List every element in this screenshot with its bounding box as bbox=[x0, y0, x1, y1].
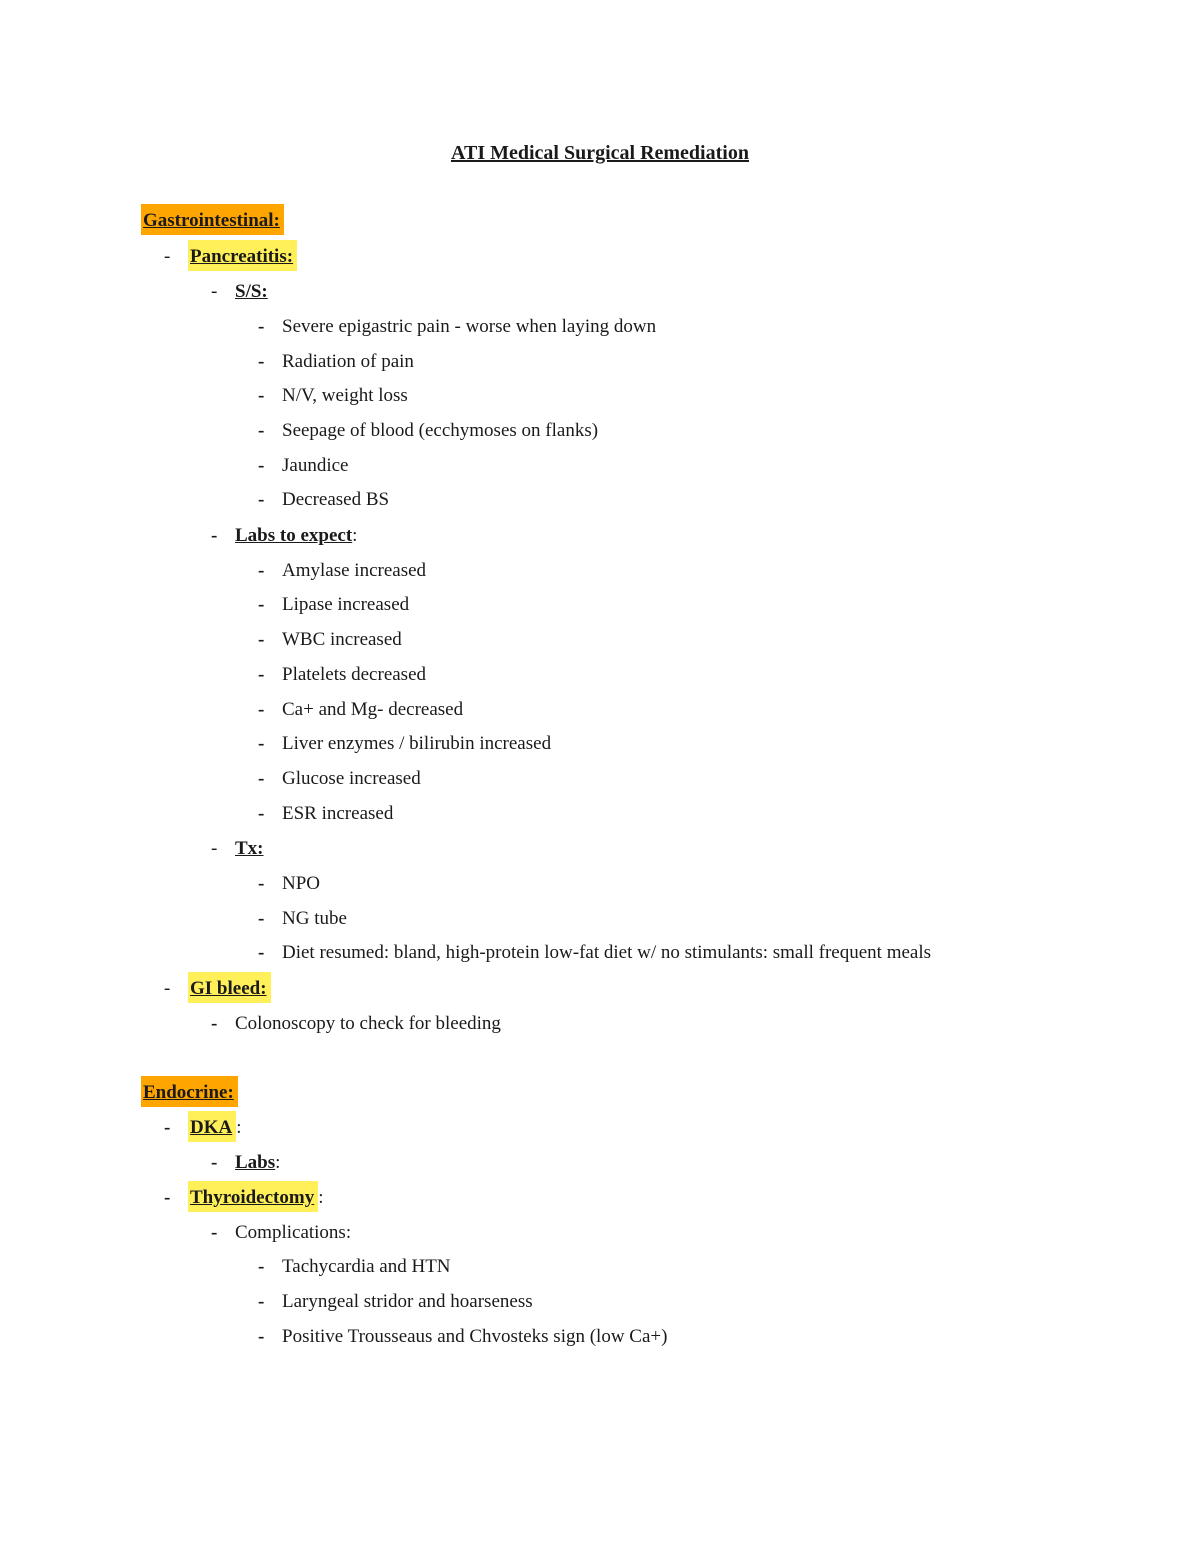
list-item bbox=[258, 314, 656, 340]
bullet-dash: - bbox=[258, 560, 265, 581]
dka-label: DKA bbox=[188, 1111, 236, 1142]
list-item bbox=[258, 418, 598, 444]
list-item bbox=[258, 801, 393, 827]
bullet-dash: - bbox=[258, 699, 265, 720]
bullet-dash: - bbox=[164, 1117, 171, 1138]
bullet-dash: - bbox=[211, 838, 218, 859]
bullet-dash: - bbox=[211, 1222, 218, 1243]
list-item bbox=[258, 349, 414, 375]
labs-to-expect-label: Labs to expect bbox=[235, 525, 353, 546]
list-item-text: Platelets decreased bbox=[282, 664, 427, 685]
list-item-text: Tachycardia and HTN bbox=[282, 1256, 451, 1277]
list-item-complications bbox=[211, 1220, 351, 1246]
list-item bbox=[258, 766, 421, 792]
bullet-dash: - bbox=[258, 768, 265, 789]
section-heading-gastrointestinal bbox=[141, 208, 284, 234]
list-item-text: NG tube bbox=[282, 908, 347, 929]
ss-label: S/S: bbox=[235, 281, 268, 302]
list-item-text: Glucose increased bbox=[282, 768, 421, 789]
bullet-dash: - bbox=[258, 351, 265, 372]
bullet-dash: - bbox=[211, 525, 218, 546]
bullet-dash: - bbox=[258, 420, 265, 441]
list-item-text: ESR increased bbox=[282, 803, 394, 824]
list-item-text: WBC increased bbox=[282, 629, 402, 650]
list-item-ss bbox=[211, 279, 268, 305]
list-item-text: Liver enzymes / bilirubin increased bbox=[282, 733, 552, 754]
list-item-text: Jaundice bbox=[282, 455, 349, 476]
thyroidectomy-label: Thyroidectomy bbox=[188, 1181, 318, 1212]
list-item bbox=[258, 453, 348, 479]
bullet-dash: - bbox=[211, 281, 218, 302]
complications-label: Complications: bbox=[235, 1222, 352, 1243]
bullet-dash: - bbox=[258, 664, 265, 685]
tx-label: Tx: bbox=[235, 838, 264, 859]
list-item bbox=[258, 662, 426, 688]
bullet-dash: - bbox=[164, 246, 171, 267]
list-item bbox=[258, 1289, 533, 1315]
list-item-thyroidectomy bbox=[164, 1185, 323, 1211]
dka-labs-label: Labs bbox=[235, 1152, 276, 1173]
thyroidectomy-colon: : bbox=[318, 1187, 324, 1208]
gi-bleed-label: GI bleed: bbox=[188, 972, 271, 1003]
list-item bbox=[258, 383, 408, 409]
page-title: ATI Medical Surgical Remediation bbox=[451, 142, 749, 164]
list-item-text: Ca+ and Mg- decreased bbox=[282, 699, 464, 720]
list-item bbox=[258, 487, 389, 513]
bullet-dash: - bbox=[258, 594, 265, 615]
list-item bbox=[258, 1324, 667, 1350]
list-item-dka bbox=[164, 1115, 242, 1141]
bullet-dash: - bbox=[258, 908, 265, 929]
list-item-text: NPO bbox=[282, 873, 321, 894]
list-item-text: Decreased BS bbox=[282, 489, 390, 510]
list-item bbox=[258, 906, 347, 932]
dka-colon: : bbox=[236, 1117, 242, 1138]
bullet-dash: - bbox=[258, 316, 265, 337]
bullet-dash: - bbox=[258, 1326, 265, 1347]
bullet-dash: - bbox=[258, 1256, 265, 1277]
bullet-dash: - bbox=[258, 733, 265, 754]
list-item-text: Colonoscopy to check for bleeding bbox=[235, 1013, 501, 1034]
list-item-dka-labs bbox=[211, 1150, 280, 1176]
list-item bbox=[258, 627, 402, 653]
list-item-text: Seepage of blood (ecchymoses on flanks) bbox=[282, 420, 599, 441]
bullet-dash: - bbox=[258, 629, 265, 650]
list-item-pancreatitis bbox=[164, 244, 297, 270]
bullet-dash: - bbox=[164, 1187, 171, 1208]
list-item-text: Severe epigastric pain - worse when laying down bbox=[282, 316, 657, 337]
list-item-text: Positive Trousseaus and Chvosteks sign (low Ca+) bbox=[282, 1326, 668, 1347]
list-item-labs-to-expect bbox=[211, 523, 357, 549]
list-item bbox=[258, 1254, 451, 1280]
bullet-dash: - bbox=[211, 1013, 218, 1034]
bullet-dash: - bbox=[258, 1291, 265, 1312]
bullet-dash: - bbox=[258, 385, 265, 406]
list-item-text: Diet resumed: bland, high-protein low-fat diet w/ no stimulants: small frequent meals bbox=[282, 942, 932, 963]
list-item-text: Amylase increased bbox=[282, 560, 427, 581]
list-item bbox=[258, 731, 551, 757]
list-item bbox=[258, 558, 426, 584]
bullet-dash: - bbox=[258, 489, 265, 510]
labs-to-expect-colon: : bbox=[352, 525, 358, 546]
dka-labs-colon: : bbox=[275, 1152, 281, 1173]
bullet-dash: - bbox=[258, 942, 265, 963]
list-item bbox=[258, 871, 320, 897]
list-item-text: Laryngeal stridor and hoarseness bbox=[282, 1291, 533, 1312]
bullet-dash: - bbox=[258, 455, 265, 476]
list-item-gi-bleed bbox=[164, 976, 271, 1002]
list-item bbox=[211, 1011, 501, 1037]
list-item bbox=[258, 592, 409, 618]
heading-gastrointestinal-text: Gastrointestinal: bbox=[141, 204, 284, 235]
bullet-dash: - bbox=[258, 873, 265, 894]
heading-endocrine-text: Endocrine: bbox=[141, 1076, 238, 1107]
list-item bbox=[258, 940, 931, 966]
list-item-text: Lipase increased bbox=[282, 594, 410, 615]
list-item-text: N/V, weight loss bbox=[282, 385, 408, 406]
list-item bbox=[258, 697, 463, 723]
list-item-text: Radiation of pain bbox=[282, 351, 414, 372]
section-heading-endocrine bbox=[141, 1080, 238, 1106]
bullet-dash: - bbox=[258, 803, 265, 824]
bullet-dash: - bbox=[211, 1152, 218, 1173]
pancreatitis-label: Pancreatitis: bbox=[188, 240, 297, 271]
bullet-dash: - bbox=[164, 978, 171, 999]
list-item-tx bbox=[211, 836, 264, 862]
